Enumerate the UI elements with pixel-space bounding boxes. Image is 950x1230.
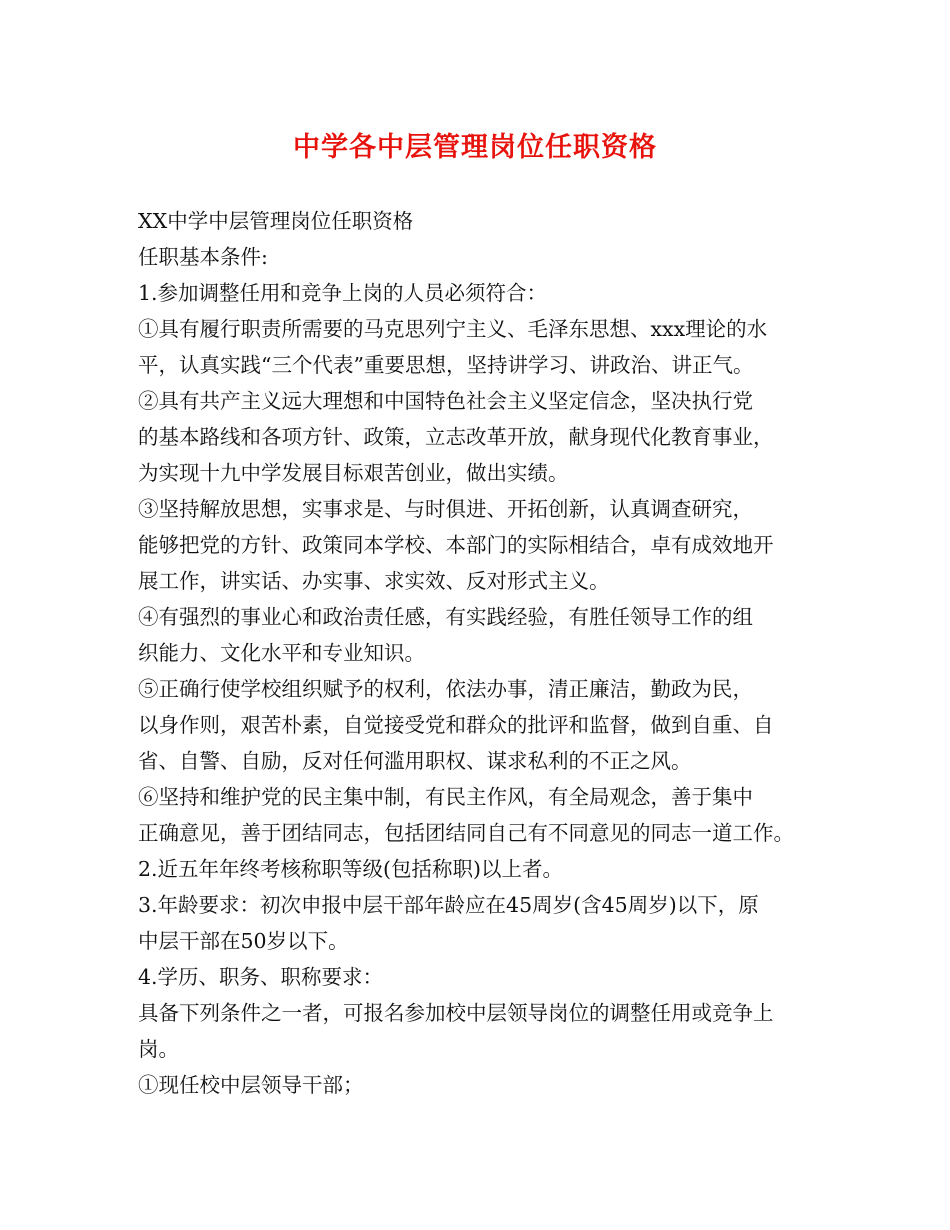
- text-line: 以身作则，艰苦朴素，自觉接受党和群众的批评和监督，做到自重、自: [138, 713, 774, 737]
- text-line: XX中学中层管理岗位任职资格: [138, 209, 414, 233]
- text-line: ⑤正确行使学校组织赋予的权利，依法办事，清正廉洁，勤政为民，: [138, 677, 753, 701]
- text-line: ④有强烈的事业心和政治责任感，有实践经验，有胜任领导工作的组: [138, 605, 753, 629]
- text-line: 具备下列条件之一者，可报名参加校中层领导岗位的调整任用或竞争上: [138, 1001, 774, 1025]
- text-line: 省、自警、自励，反对任何滥用职权、谋求私利的不正之风。: [138, 749, 692, 773]
- text-line: 为实现十九中学发展目标艰苦创业，做出实绩。: [138, 461, 569, 485]
- text-line: ③坚持解放思想，实事求是、与时俱进、开拓创新，认真调查研究，: [138, 497, 753, 521]
- document-body: [138, 203, 828, 1103]
- document-title: 中学各中层管理岗位任职资格: [293, 132, 657, 163]
- text-line: 岗。: [138, 1037, 179, 1061]
- text-line: ②具有共产主义远大理想和中国特色社会主义坚定信念，坚决执行党: [138, 389, 753, 413]
- text-line: ①具有履行职责所需要的马克思列宁主义、毛泽东思想、xxx理论的水: [138, 317, 768, 341]
- text-line: 平，认真实践“三个代表”重要思想，坚持讲学习、讲政治、讲正气。: [138, 353, 754, 377]
- text-line: ①现任校中层领导干部；: [138, 1073, 364, 1097]
- text-line: 4.学历、职务、职称要求：: [138, 965, 384, 989]
- text-line: 织能力、文化水平和专业知识。: [138, 641, 425, 665]
- text-line: 的基本路线和各项方针、政策，立志改革开放，献身现代化教育事业，: [138, 425, 774, 449]
- text-line: 中层干部在50岁以下。: [138, 929, 349, 953]
- text-line: ⑥坚持和维护党的民主集中制，有民主作风，有全局观念，善于集中: [138, 785, 753, 809]
- text-line: 展工作，讲实话、办实事、求实效、反对形式主义。: [138, 569, 610, 593]
- text-line: 能够把党的方针、政策同本学校、本部门的实际相结合，卓有成效地开: [138, 533, 774, 557]
- text-line: 任职基本条件:: [138, 245, 268, 269]
- text-line: 3.年龄要求：初次申报中层干部年龄应在45周岁(含45周岁)以下，原: [138, 893, 759, 917]
- text-line: 正确意见，善于团结同志，包括团结同自己有不同意见的同志一道工作。: [138, 821, 794, 845]
- text-line: 2.近五年年终考核称职等级(包括称职)以上者。: [138, 857, 564, 881]
- text-line: 1.参加调整任用和竞争上岗的人员必须符合：: [138, 281, 548, 305]
